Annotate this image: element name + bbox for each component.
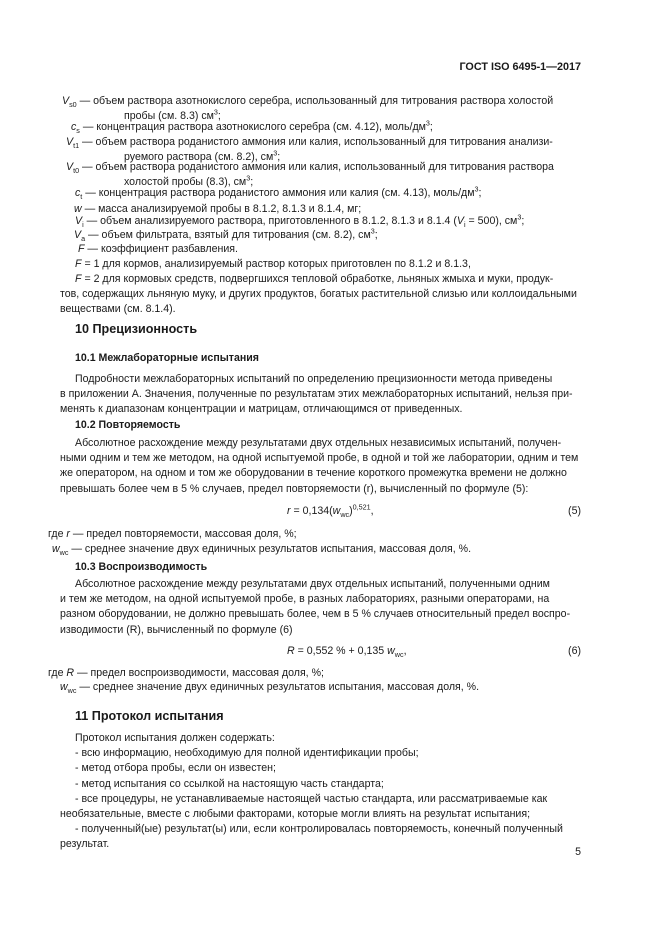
def-ct: $c_t$ — концентрация раствора роданистого аммония или калия (см. 4.13), моль/$дм^3$; [75, 184, 482, 202]
def-vt0-cont: холостой пробы (8.3), $см^3$; [124, 173, 254, 188]
section-11-body: Протокол испытания должен содержать: - всю информацию, необходимую для полной идентификации пробы; - метод отбора пробы, если он известен; - метод испытания со ссылкой на настоящую часть стандарта; - все процедуры, не устанавливаемые настоящей частью стандарта, или рассматриваемые как необязательные, вместе с любыми факторами, которые могли влиять на результат испытания; - полученный(ые) результат(ы) или, если контролировалась повторяемость, конечный полученный результат. [60, 732, 563, 851]
formula-6: R = 0,552 % + 0,135 $w_{wc}$, [287, 645, 407, 660]
page-number: 5 [575, 846, 581, 858]
def-cs: $c_s$ — концентрация раствора азотнокислого серебра (см. 4.12), моль/$дм^3$; [71, 118, 433, 136]
formula-6-number: (6) [568, 645, 581, 657]
f-note-2: F = 2 для кормовых средств, подвергшихся тепловой обработке, льняных жмыха и муки, продук- [75, 273, 554, 285]
where-5-wwc: $w_{wc}$ — среднее значение двух единичных результатов испытания, массовая доля, %. [52, 543, 472, 558]
section-10-3-body: Абсолютное расхождение между результатами двух отдельных испытаний, полученными одним и тем же методом, на одной испытуемой пробе, в разных лабораториях, разными операторами, на разном оборудовании, не должно превышать более, чем в 5 % случаев относительный предел воспро- изводимости (R), вычисленный по формуле (6) [60, 578, 571, 636]
where-6-r: где R — предел воспроизводимости, массовая доля, %; [48, 667, 324, 679]
def-vi: $V_i$ — объем анализируемого раствора, приготовленного в 8.1.2, 8.1.3 и 8.1.4 $(V_i = 500)$, $см^3$; [75, 212, 525, 230]
f-note-3: тов, содержащих льняную муку, и других продуктов, богатых растительной слизью или коллоидальными [60, 288, 577, 300]
where-5-r: где r — предел повторяемости, массовая доля, %; [48, 528, 297, 540]
section-10-2-title: 10.2 Повторяемость [75, 419, 181, 431]
def-w: w — масса анализируемой пробы в 8.1.2, 8.1.3 и 8.1.4, мг; [74, 203, 362, 215]
def-vs0-cont: пробы (см. 8.3) $см^3$; [124, 107, 221, 122]
section-11-title: 11 Протокол испытания [75, 709, 224, 723]
def-vt1: $V_{t1}$ — объем раствора роданистого аммония или калия, использованный для титрования анализи- [66, 136, 553, 151]
section-10-2-body: Абсолютное расхождение между результатами двух отдельных независимых испытаний, получен- ными одним и тем же методом, на одной испытуемой пробе, в одной и той же лаборатории, одним и тем же оператором, на одном и том же оборудовании в течение короткого промежутка времени не должно превышать более чем в 5 % случаев, предел повторяемости (r), вычисленный по формуле (5): [60, 437, 579, 495]
section-10-1-title: 10.1 Межлабораторные испытания [75, 352, 259, 364]
def-vt0: $V_{t0}$ — объем раствора роданистого аммония или калия, использованный для титрования раствора [66, 161, 554, 176]
def-va: $V_a$ — объем фильтрата, взятый для титрования (см. 8.2), $см^3$; [74, 226, 378, 244]
standard-designation: ГОСТ ISO 6495-1—2017 [459, 61, 581, 73]
where-6-wwc: $w_{wc}$ — среднее значение двух единичных результатов испытания, массовая доля, %. [60, 681, 480, 696]
section-10-1-body: Подробности межлабораторных испытаний по определению прецизионности метода приведены в приложении А. Значения, полученные по результатам этих межлабораторных испытаний, нельзя при- менять к диапазонам концентрации и матрицам, отличающимся от приведенных. [60, 373, 573, 416]
section-10-title: 10 Прецизионность [75, 322, 198, 336]
f-note-1: F = 1 для кормов, анализируемый раствор которых приготовлен по 8.1.2 и 8.1.3, [75, 258, 471, 270]
f-note-4: веществами (см. 8.1.4). [60, 303, 176, 315]
section-10-3-title: 10.3 Воспроизводимость [75, 561, 208, 573]
def-vt1-cont: руемого раствора (см. 8.2), $см^3$; [124, 148, 281, 163]
def-vs0: $V_{s0}$ — объем раствора азотнокислого серебра, использованный для титрования раствора холостой [62, 95, 554, 110]
formula-5-number: (5) [568, 505, 581, 517]
def-f: F — коэффициент разбавления. [78, 243, 238, 255]
formula-5: $r = 0,134(w_{wc})^{0,521}$, [287, 502, 374, 520]
